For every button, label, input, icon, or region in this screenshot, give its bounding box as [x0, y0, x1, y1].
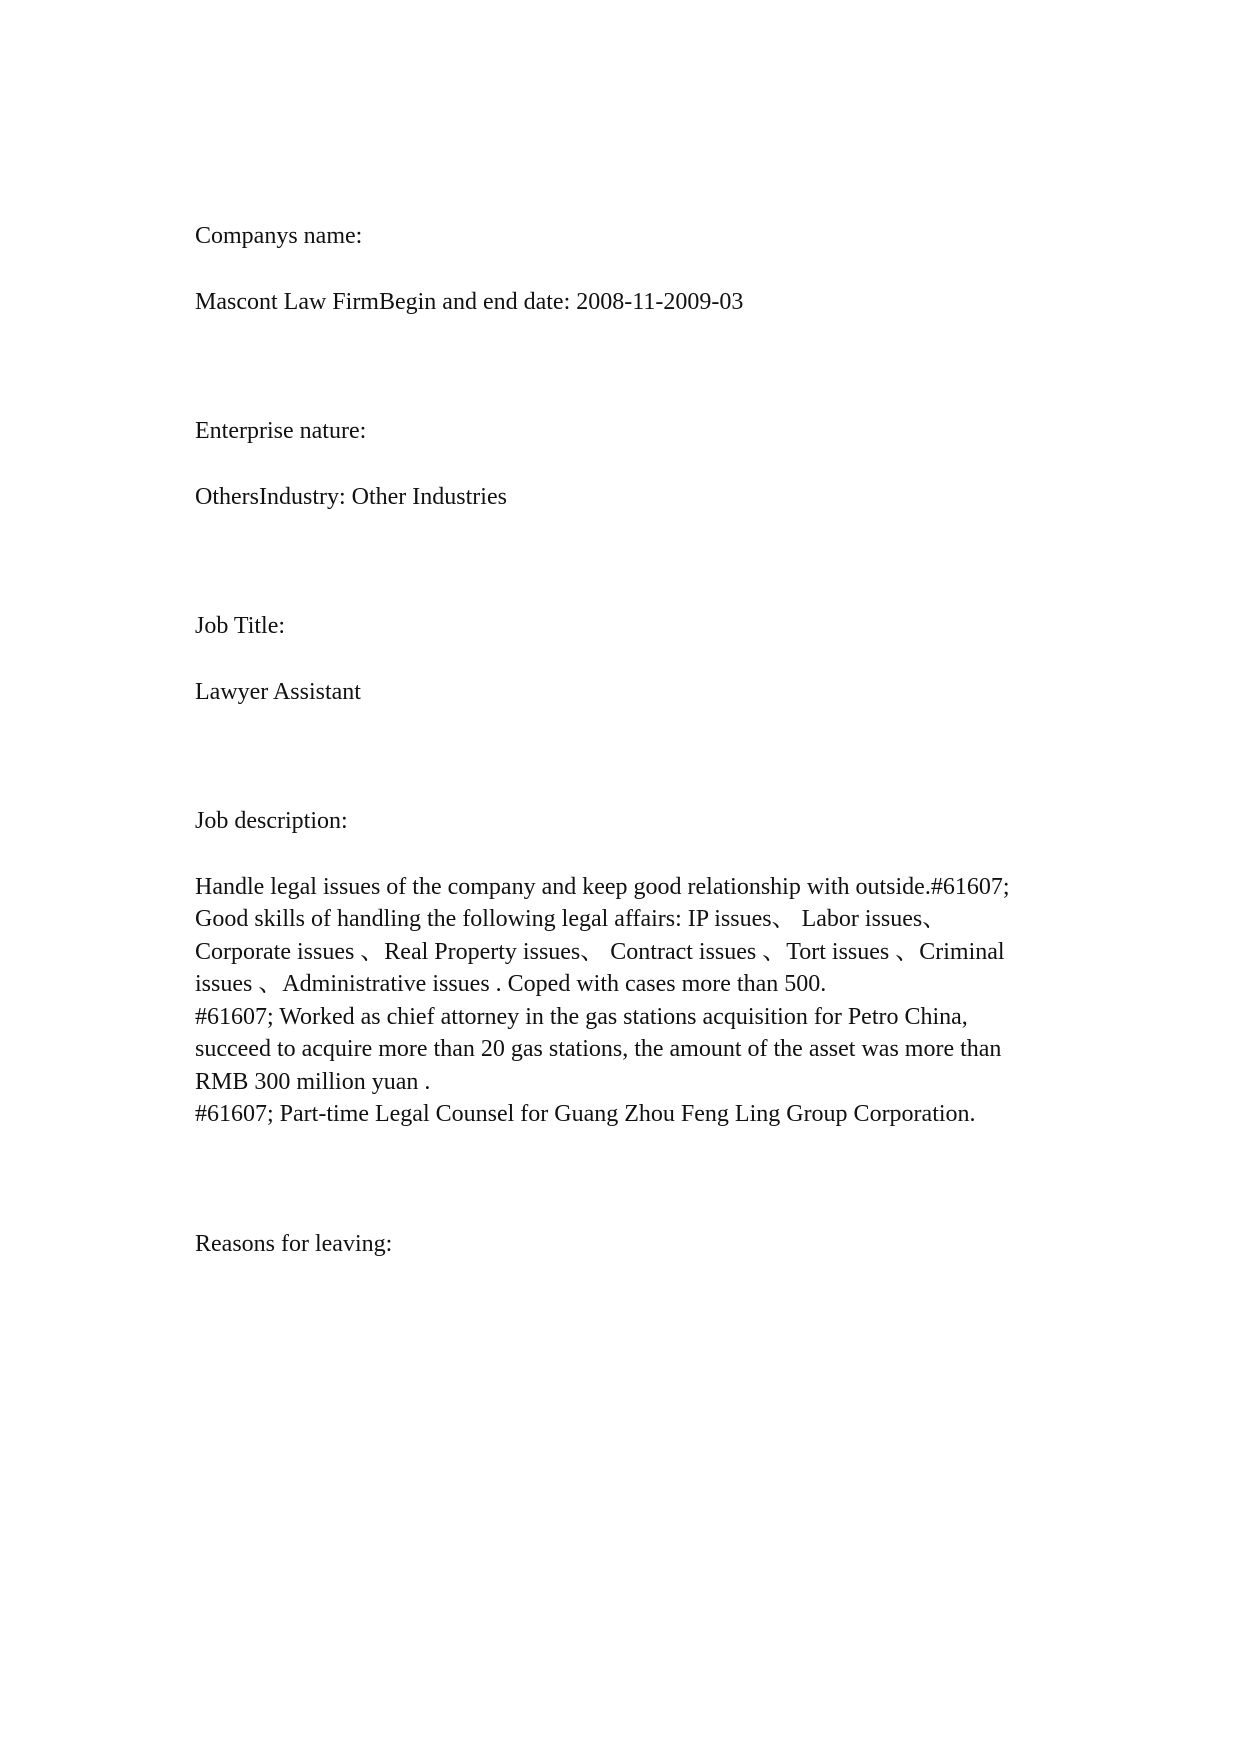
job-description-line: succeed to acquire more than 20 gas stations, the amount of the asset was more than	[195, 1036, 1002, 1062]
company-name-section	[195, 220, 1075, 318]
job-description-line: #61607; Part-time Legal Counsel for Guang Zhou Feng Ling Group Corporation.	[195, 1101, 976, 1127]
enterprise-nature-value: OthersIndustry: Other Industries	[195, 483, 507, 510]
reasons-for-leaving-label: Reasons for leaving:	[195, 1230, 393, 1257]
job-title-section	[195, 610, 1075, 708]
job-description-label: Job description:	[195, 808, 348, 834]
enterprise-nature-section	[195, 415, 1075, 513]
job-description-line: Good skills of handling the following legal affairs: IP issues、 Labor issues、	[195, 906, 947, 932]
job-description-line: RMB 300 million yuan .	[195, 1068, 431, 1095]
job-title-value: Lawyer Assistant	[195, 678, 361, 705]
job-description-line: #61607; Worked as chief attorney in the gas stations acquisition for Petro China,	[195, 1003, 968, 1030]
enterprise-nature-label: Enterprise nature:	[195, 418, 367, 444]
company-name-label: Companys name:	[195, 223, 363, 249]
job-title-label: Job Title:	[195, 613, 286, 639]
job-description-line: Corporate issues 、Real Property issues、 Contract issues 、Tort issues 、Criminal	[195, 938, 1005, 965]
job-description-line: issues 、Administrative issues . Coped with cases more than 500.	[195, 971, 827, 997]
resume-content	[195, 220, 1075, 1260]
company-name-value: Mascont Law FirmBegin and end date: 2008-11-2009-03	[195, 288, 744, 315]
job-description-section	[195, 805, 1075, 1131]
job-description-line: Handle legal issues of the company and keep good relationship with outside.#61607;	[195, 873, 1010, 900]
reasons-for-leaving-section	[195, 1228, 1075, 1261]
